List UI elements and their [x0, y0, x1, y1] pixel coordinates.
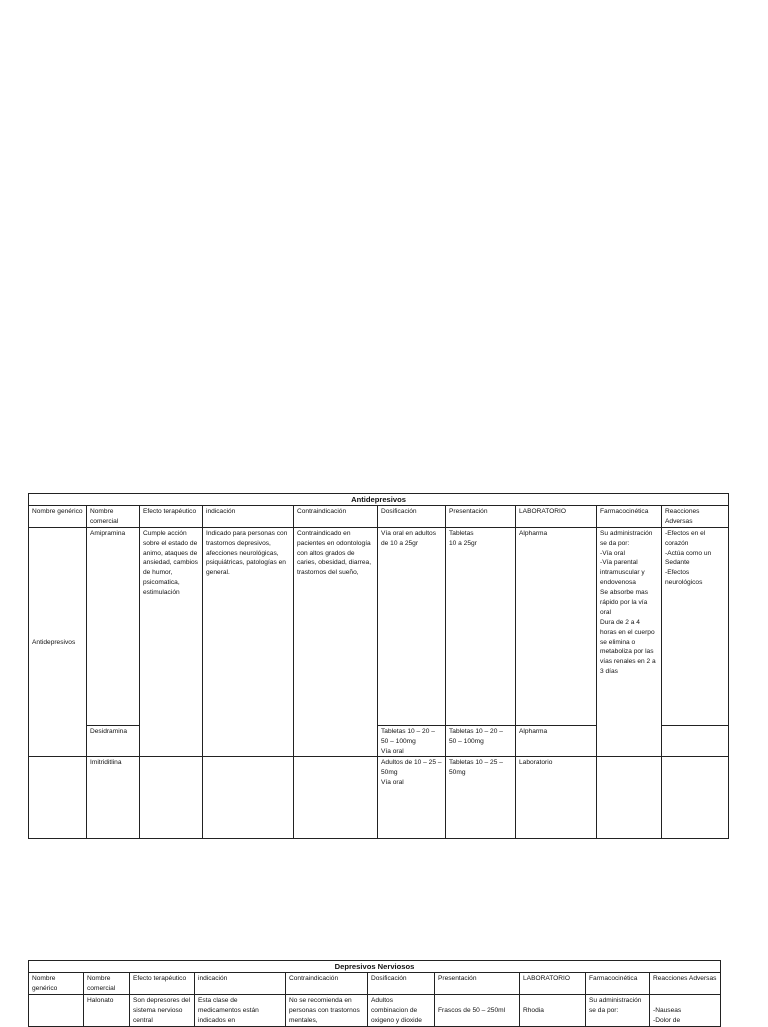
- empty-cell: [294, 757, 378, 839]
- empty-cell: [140, 757, 203, 839]
- nombre-comercial-cell: Imitriditlina: [87, 757, 140, 839]
- antidepresivos-table: [28, 493, 729, 839]
- contraindicacion-cell: No se recomienda en personas con trastornos mentales,: [286, 994, 368, 1026]
- indicacion-cell: Indicado para personas con trastornos depresivos, afecciones neurológicas, psiquiátricas, patologías en general.: [203, 527, 294, 757]
- header-contraindicacion: Contraindicación: [294, 506, 378, 528]
- header-indicacion: indicación: [195, 973, 286, 995]
- empty-cell: [29, 757, 87, 839]
- header-presentacion: Presentación: [446, 506, 516, 528]
- table-row: [29, 757, 729, 839]
- nombre-generico-cell: Antidepresivos: [29, 527, 87, 757]
- header-reacciones-adversas: Reacciones Adversas: [650, 973, 721, 995]
- header-nombre-generico: Nombre genérico: [29, 506, 87, 528]
- table-row: [29, 527, 729, 725]
- header-row: [29, 506, 729, 528]
- laboratorio-cell: Rhodia: [520, 994, 586, 1026]
- table-row: [29, 994, 721, 1026]
- header-row: [29, 973, 721, 995]
- depresivos-nerviosos-table: [28, 960, 721, 1027]
- nombre-comercial-cell: Desidramina: [87, 725, 140, 757]
- header-efecto-terapeutico: Efecto terapéutico: [130, 973, 195, 995]
- header-farmacocinetica: Farmacocinética: [586, 973, 650, 995]
- header-indicacion: indicación: [203, 506, 294, 528]
- nombre-comercial-cell: Amipramina: [87, 527, 140, 725]
- laboratorio-cell: Alpharma: [516, 527, 597, 725]
- header-nombre-comercial: Nombre comercial: [84, 973, 130, 995]
- header-presentacion: Presentación: [435, 973, 520, 995]
- header-nombre-generico: Nombre genérico: [29, 973, 84, 995]
- header-reacciones-adversas: Reacciones Adversas: [662, 506, 729, 528]
- nombre-comercial-cell: Halonato: [84, 994, 130, 1026]
- table-title: Depresivos Nerviosos: [29, 961, 721, 973]
- header-contraindicacion: Contraindicación: [286, 973, 368, 995]
- header-efecto-terapeutico: Efecto terapéutico: [140, 506, 203, 528]
- reacciones-cell: -Nauseas -Dolor de: [650, 994, 721, 1026]
- header-dosificacion: Dosificación: [378, 506, 446, 528]
- contraindicacion-cell: Contraindicado en pacientes en odontología con altos grados de caries, obesidad, diarrea, trastornos del sueño,: [294, 527, 378, 757]
- header-laboratorio: LABORATORIO: [520, 973, 586, 995]
- empty-cell: [203, 757, 294, 839]
- laboratorio-cell: Alpharma: [516, 725, 597, 757]
- header-nombre-comercial: Nombre comercial: [87, 506, 140, 528]
- laboratorio-cell: Laboratorio: [516, 757, 597, 839]
- indicacion-cell: Esta clase de medicamentos están indicados en: [195, 994, 286, 1026]
- header-dosificacion: Dosificación: [368, 973, 435, 995]
- empty-cell: [597, 757, 662, 839]
- efecto-cell: Cumple acción sobre el estado de animo, ataques de ansiedad, cambios de humor, psicomatica, estimulación: [140, 527, 203, 757]
- empty-cell: [662, 757, 729, 839]
- presentacion-cell: Tabletas 10 – 25 – 50mg: [446, 757, 516, 839]
- presentacion-cell: Frascos de 50 – 250ml: [435, 994, 520, 1026]
- farmacocinetica-cell: Su administración se da por:: [586, 994, 650, 1026]
- dosificacion-cell: Adultos de 10 – 25 – 50mg Vía oral: [378, 757, 446, 839]
- dosificacion-cell: Tabletas 10 – 20 – 50 – 100mg Vía oral: [378, 725, 446, 757]
- dosificacion-cell: Vía oral en adultos de 10 a 25gr: [378, 527, 446, 725]
- header-farmacocinetica: Farmacocinética: [597, 506, 662, 528]
- empty-cell: [662, 725, 729, 757]
- farmacocinetica-cell: Su administración se da por: -Vía oral -Vía parental intramuscular y endovenosa Se absorbe mas rápido por la vía oral Dura de 2 a 4 horas en el cuerpo se elimina o metaboliza por las vías renales en 2 a 3 días: [597, 527, 662, 757]
- dosificacion-cell: Adultos combinacion de oxigeno y dioxide: [368, 994, 435, 1026]
- header-laboratorio: LABORATORIO: [516, 506, 597, 528]
- table-title-row: [29, 494, 729, 506]
- presentacion-cell: Tabletas 10 a 25gr: [446, 527, 516, 725]
- presentacion-cell: Tabletas 10 – 20 – 50 – 100mg: [446, 725, 516, 757]
- efecto-cell: Son depresores del sistema nervioso central: [130, 994, 195, 1026]
- reacciones-cell: -Efectos en el corazón -Actúa como un Sedante -Efectos neurológicos: [662, 527, 729, 725]
- table-title-row: [29, 961, 721, 973]
- nombre-generico-cell: [29, 994, 84, 1026]
- table-title: Antidepresivos: [29, 494, 729, 506]
